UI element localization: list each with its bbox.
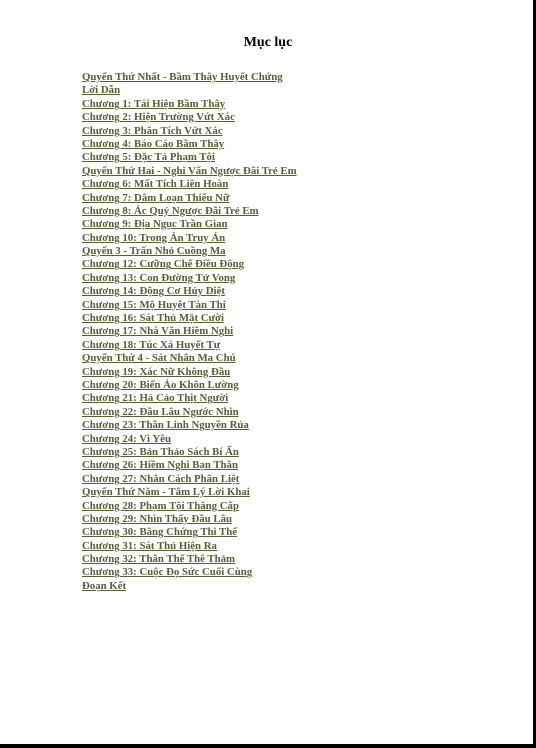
toc-item bbox=[82, 406, 297, 419]
toc-item bbox=[82, 553, 297, 566]
toc-item bbox=[82, 419, 297, 432]
toc-link[interactable]: Quyển Thứ 4 - Sát Nhân Ma Chú bbox=[82, 352, 236, 365]
toc-link[interactable]: Chương 13: Con Đường Tử Vong bbox=[82, 271, 236, 284]
toc-item bbox=[82, 433, 297, 446]
toc-link[interactable]: Chương 1: Tái Hiện Bầm Thây bbox=[82, 97, 226, 110]
toc-item bbox=[82, 98, 297, 111]
toc-item bbox=[82, 366, 297, 379]
toc-link[interactable]: Chương 27: Nhân Cách Phân Liệt bbox=[82, 472, 240, 485]
toc-link[interactable]: Lời Dẫn bbox=[82, 84, 121, 97]
toc-item bbox=[82, 245, 297, 258]
toc-item bbox=[82, 71, 297, 84]
toc-item bbox=[82, 299, 297, 312]
toc-item bbox=[82, 526, 297, 539]
toc-link[interactable]: Chương 30: Bằng Chứng Thi Thể bbox=[82, 526, 238, 539]
toc-item bbox=[82, 459, 297, 472]
toc-link[interactable]: Chương 15: Mộ Huyệt Tàn Thi bbox=[82, 298, 226, 311]
toc-item bbox=[82, 580, 297, 593]
toc-item bbox=[82, 540, 297, 553]
table-of-contents bbox=[82, 71, 297, 593]
page-title: Mục lục bbox=[243, 35, 293, 50]
toc-item bbox=[82, 111, 297, 124]
toc-link[interactable]: Chương 6: Mất Tích Liên Hoàn bbox=[82, 178, 229, 191]
toc-link[interactable]: Chương 14: Động Cơ Hủy Diệt bbox=[82, 285, 225, 298]
toc-item bbox=[82, 272, 297, 285]
toc-item bbox=[82, 138, 297, 151]
toc-item bbox=[82, 352, 297, 365]
toc-link[interactable]: Chương 31: Sát Thủ Hiện Ra bbox=[82, 539, 217, 552]
toc-link[interactable]: Chương 5: Đặc Tả Phạm Tội bbox=[82, 151, 215, 164]
toc-link[interactable]: Chương 12: Cưỡng Chế Điều Động bbox=[82, 258, 244, 271]
toc-link[interactable]: Chương 24: Vì Yêu bbox=[82, 432, 171, 445]
toc-item bbox=[82, 392, 297, 405]
toc-item bbox=[82, 500, 297, 513]
page-edge-bottom bbox=[0, 744, 536, 748]
toc-link[interactable]: Chương 22: Đầu Lâu Ngước Nhìn bbox=[82, 405, 239, 418]
toc-item bbox=[82, 513, 297, 526]
toc-link[interactable]: Chương 23: Thần Linh Nguyền Rủa bbox=[82, 419, 249, 432]
toc-link[interactable]: Chương 16: Sát Thủ Mặt Cười bbox=[82, 312, 225, 325]
toc-link[interactable]: Chương 21: Hả Cảo Thịt Người bbox=[82, 392, 229, 405]
toc-item bbox=[82, 379, 297, 392]
toc-item bbox=[82, 486, 297, 499]
toc-item bbox=[82, 566, 297, 579]
toc-item bbox=[82, 285, 297, 298]
toc-link[interactable]: Chương 4: Báo Cáo Bầm Thây bbox=[82, 137, 225, 150]
toc-link[interactable]: Chương 8: Ác Quỷ Ngược Đãi Trẻ Em bbox=[82, 204, 259, 217]
toc-item bbox=[82, 312, 297, 325]
toc-link[interactable]: Quyển Thứ Năm - Tâm Lý Lời Khai bbox=[82, 486, 250, 499]
toc-link[interactable]: Chương 19: Xác Nữ Không Đầu bbox=[82, 365, 231, 378]
toc-item bbox=[82, 205, 297, 218]
toc-link[interactable]: Chương 2: Hiện Trường Vứt Xác bbox=[82, 111, 235, 124]
toc-item bbox=[82, 218, 297, 231]
toc-link[interactable]: Chương 20: Biến Ảo Khôn Lường bbox=[82, 378, 239, 391]
toc-link[interactable]: Đoạn Kết bbox=[82, 579, 127, 592]
toc-item bbox=[82, 473, 297, 486]
toc-link[interactable]: Quyển Thứ Hai - Nghi Vấn Ngược Đãi Trẻ Em bbox=[82, 164, 297, 177]
toc-item bbox=[82, 446, 297, 459]
toc-link[interactable]: Quyển 3 - Trấn Nhỏ Cuồng Ma bbox=[82, 245, 226, 258]
toc-item bbox=[82, 232, 297, 245]
toc-link[interactable]: Chương 10: Trong Án Truy Án bbox=[82, 231, 226, 244]
toc-link[interactable]: Chương 25: Bản Thảo Sách Bí Ẩn bbox=[82, 445, 239, 458]
toc-item bbox=[82, 151, 297, 164]
toc-link[interactable]: Chương 9: Địa Ngục Trần Gian bbox=[82, 218, 228, 231]
toc-item bbox=[82, 339, 297, 352]
toc-item bbox=[82, 165, 297, 178]
toc-link[interactable]: Chương 28: Phạm Tội Thăng Cấp bbox=[82, 499, 239, 512]
toc-link[interactable]: Chương 17: Nhà Văn Hiềm Nghi bbox=[82, 325, 234, 338]
toc-item bbox=[82, 325, 297, 338]
toc-link[interactable]: Chương 33: Cuộc Đọ Sức Cuối Cùng bbox=[82, 566, 253, 579]
toc-link[interactable]: Quyển Thứ Nhất - Bầm Thây Huyết Chứng bbox=[82, 71, 283, 83]
toc-link[interactable]: Chương 29: Nhìn Thấy Đầu Lâu bbox=[82, 512, 232, 525]
toc-item bbox=[82, 178, 297, 191]
toc-item bbox=[82, 125, 297, 138]
toc-link[interactable]: Chương 3: Phân Tích Vứt Xác bbox=[82, 124, 223, 137]
toc-item bbox=[82, 84, 297, 97]
toc-item bbox=[82, 258, 297, 271]
toc-link[interactable]: Chương 32: Thân Thể Thê Thảm bbox=[82, 553, 235, 566]
toc-item bbox=[82, 192, 297, 205]
toc-link[interactable]: Chương 7: Dâm Loạn Thiếu Nữ bbox=[82, 191, 230, 204]
toc-link[interactable]: Chương 18: Túc Xá Huyết Tự bbox=[82, 338, 221, 351]
toc-link[interactable]: Chương 26: Hiềm Nghi Bạn Thân bbox=[82, 459, 238, 472]
